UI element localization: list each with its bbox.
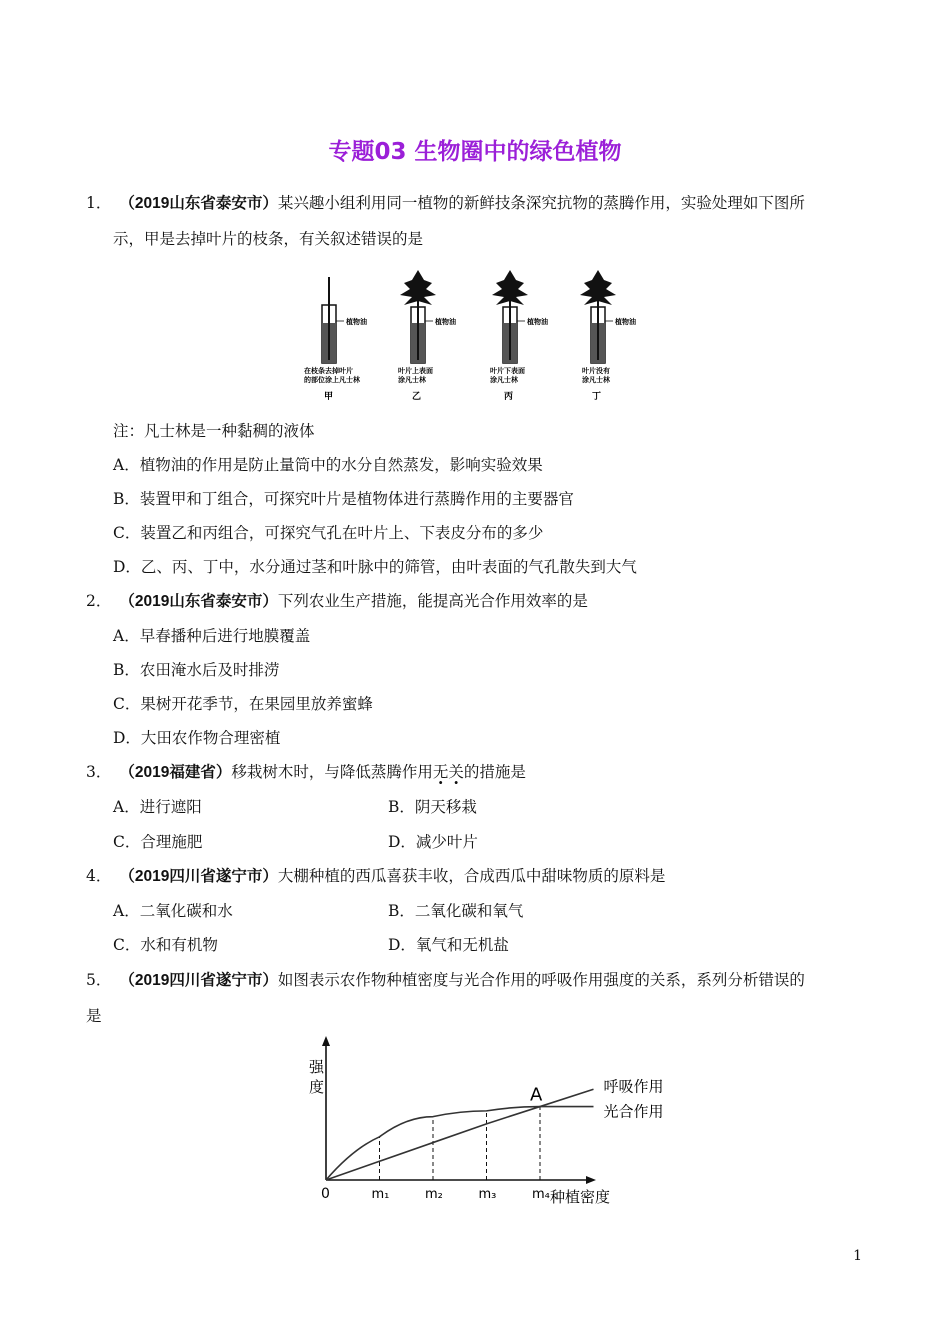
series-label-photosynthesis: 光合作用: [603, 1102, 664, 1121]
q1-stem-text: 某兴趣小组利用同一植物的新鲜技条深究抗物的蒸腾作用，实验处理如下图所: [277, 194, 805, 212]
q3-source: （2019福建省）: [119, 764, 232, 781]
q4-option-b: B．二氧化碳和氧气: [388, 902, 524, 920]
setup-ding-name: 丁: [592, 392, 602, 402]
q1-stem-line2: 示，甲是去掉叶片的枝条，有关叙述错误的是: [113, 230, 424, 248]
series-label-respiration: 呼吸作用: [603, 1077, 664, 1096]
q3-number: 3．: [86, 763, 112, 781]
setup-bing-oil-label: 植物油: [527, 318, 548, 326]
setup-ding-note2: 涂凡士林: [582, 376, 610, 384]
y-axis-arrow: [322, 1036, 330, 1046]
setup-jia-note2: 的部位涂上凡士林: [304, 376, 360, 384]
setup-bing-note2: 涂凡士林: [490, 376, 518, 384]
q1-option-b: B．装置甲和丁组合，可探究叶片是植物体进行蒸腾作用的主要器官: [113, 490, 574, 508]
q4-stem-text: 大棚种植的西瓜喜获丰收，合成西瓜中甜味物质的原料是: [277, 867, 666, 885]
q3-emphasis-char-2: 关: [448, 763, 464, 781]
q1-number: 1．: [86, 194, 112, 212]
q2-option-a: A．早春播种后进行地膜覆盖: [113, 627, 311, 645]
setup-jia-note1: 在枝条去掉叶片: [304, 367, 353, 375]
q4-option-d: D．氧气和无机盐: [388, 936, 509, 954]
q3-option-a: A．进行遮阳: [113, 798, 202, 816]
x-tick-label-3: m₃: [478, 1187, 497, 1202]
q4-stem: [86, 866, 665, 887]
x-tick-label-2: m₂: [425, 1187, 443, 1202]
q5-stem-line2: 是: [86, 1007, 102, 1025]
q2-stem: [86, 591, 588, 612]
series-line-photosynthesis: [326, 1107, 594, 1180]
q3-stem-pre: 移栽树木时，与降低蒸腾作用: [231, 763, 433, 781]
x-tick-label-1: m₁: [371, 1187, 390, 1202]
q1-note: 注：凡士林是一种黏稠的液体: [113, 422, 315, 440]
setup-ding-oil-label: 植物油: [615, 318, 636, 326]
q1-source: （2019山东省泰安市）: [119, 195, 278, 212]
transpiration-experiment-figure: [300, 265, 660, 410]
q2-option-c: C．果树开花季节，在果园里放养蜜蜂: [113, 695, 373, 713]
q2-number: 2．: [86, 592, 112, 610]
setup-jia-oil-label: 植物油: [346, 318, 367, 326]
setup-ding-note1: 叶片没有: [582, 367, 610, 375]
setup-yi-note1: 叶片上表面: [398, 367, 433, 375]
intersection-point-label: A: [530, 1084, 543, 1106]
setup-bing-name: 丙: [504, 392, 514, 402]
q4-number: 4．: [86, 867, 112, 885]
q4-option-c: C．水和有机物: [113, 936, 218, 954]
setup-bing-note1: 叶片下表面: [490, 367, 525, 375]
origin-label: 0: [321, 1186, 330, 1202]
q2-stem-text: 下列农业生产措施，能提高光合作用效率的是: [277, 592, 588, 610]
page-number: 1: [853, 1248, 862, 1264]
q5-stem-line1: [86, 970, 805, 991]
setup-yi-note2: 涂凡士林: [398, 376, 426, 384]
setup-yi-name: 乙: [412, 392, 422, 402]
x-axis-label: 种植密度: [550, 1188, 611, 1206]
q1-stem-line1: [86, 193, 805, 214]
setup-yi-oil-label: 植物油: [435, 318, 456, 326]
q5-number: 5．: [86, 971, 112, 989]
q1-option-d: D．乙、丙、丁中，水分通过茎和叶脉中的筛管，由叶表面的气孔散失到大气: [113, 558, 637, 576]
x-axis-arrow: [586, 1176, 596, 1184]
q2-source: （2019山东省泰安市）: [119, 593, 278, 610]
setup-jia-name: 甲: [324, 392, 334, 402]
q2-option-b: B．农田淹水后及时排涝: [113, 661, 280, 679]
q3-option-d: D．减少叶片: [388, 833, 478, 851]
x-tick-label-4: m₄: [532, 1187, 550, 1202]
q4-source: （2019四川省遂宁市）: [119, 868, 278, 885]
series-line-respiration: [326, 1089, 594, 1180]
q3-emphasis-char-1: 无: [432, 763, 449, 781]
y-axis-label-2: 度: [309, 1078, 325, 1096]
q4-option-a: A．二氧化碳和水: [113, 902, 233, 920]
y-axis-label-1: 强: [309, 1058, 325, 1076]
page-title: 专题03 生物圈中的绿色植物: [328, 139, 622, 165]
q3-option-c: C．合理施肥: [113, 833, 203, 851]
q3-option-b: B．阴天移栽: [388, 798, 477, 816]
q1-option-c: C．装置乙和丙组合，可探究气孔在叶片上、下表皮分布的多少: [113, 524, 544, 542]
q3-stem: [86, 762, 526, 783]
q5-stem-text: 如图表示农作物种植密度与光合作用的呼吸作用强度的关系，系列分析错误的: [277, 971, 805, 989]
q5-source: （2019四川省遂宁市）: [119, 972, 278, 989]
q1-option-a: A．植物油的作用是防止量筒中的水分自然蒸发，影响实验效果: [113, 456, 543, 474]
q2-option-d: D．大田农作物合理密植: [113, 729, 281, 747]
q3-stem-post: 的措施是: [463, 763, 526, 781]
density-intensity-chart: [305, 1030, 664, 1210]
